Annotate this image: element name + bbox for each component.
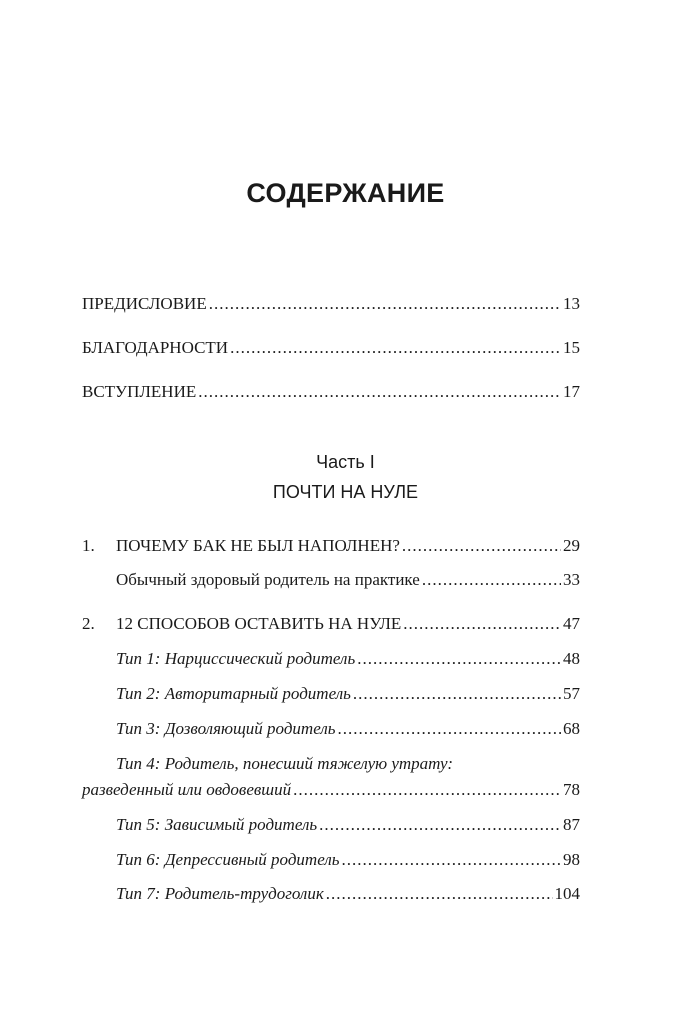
part-title: ПОЧТИ НА НУЛЕ (272, 482, 419, 502)
toc-leader-dots (341, 850, 561, 870)
toc-page-number: 57 (563, 684, 580, 703)
toc-chapter-1 (82, 536, 580, 558)
toc-page-number: 13 (563, 294, 580, 313)
toc-subentry (116, 815, 580, 837)
toc-subentry (82, 780, 580, 802)
toc-entry-label: Обычный здоровый родитель на практике (116, 570, 420, 589)
toc-page-number: 68 (563, 719, 580, 738)
toc-leader-dots (319, 815, 561, 835)
toc-entry-label: 12 СПОСОБОВ ОСТАВИТЬ НА НУЛЕ (116, 614, 402, 633)
toc-page-number: 29 (563, 536, 580, 555)
toc-page-number: 17 (563, 382, 580, 401)
toc-leader-dots (230, 338, 561, 358)
toc-leader-dots (422, 570, 561, 590)
toc-entry-preface (82, 294, 580, 316)
toc-entry-label: Тип 2: Авторитарный родитель (116, 684, 351, 703)
part-label: Часть I (316, 452, 375, 472)
toc-page-number: 78 (563, 780, 580, 799)
toc-entry-label: Тип 6: Депрессивный родитель (116, 850, 340, 869)
toc-entry-label: разведенный или овдовевший (82, 780, 292, 799)
toc-leader-dots (293, 780, 561, 800)
toc-chapter-2 (82, 614, 580, 636)
toc-entry-label: ПОЧЕМУ БАК НЕ БЫЛ НАПОЛНЕН? (116, 536, 400, 555)
toc-subentry (116, 649, 580, 671)
toc-entry-label: Тип 7: Родитель-трудоголик (116, 884, 324, 903)
toc-page-number: 33 (563, 570, 580, 589)
toc-entry-label: ПРЕДИСЛОВИЕ (82, 294, 207, 313)
toc-subentry (116, 570, 580, 592)
toc-page-number: 104 (554, 884, 580, 903)
toc-entry-label: БЛАГОДАРНОСТИ (82, 338, 229, 357)
page-title: СОДЕРЖАНИЕ (246, 178, 445, 208)
toc-leader-dots (357, 649, 561, 669)
toc-page-number: 87 (563, 815, 580, 834)
toc-leader-dots (402, 536, 561, 556)
toc-subentry (116, 850, 580, 872)
toc-entry-introduction (82, 382, 580, 404)
toc-entry-label: Тип 5: Зависимый родитель (116, 815, 318, 834)
toc-entry-label: Тип 1: Нарциссический родитель (116, 649, 356, 668)
toc-leader-dots (198, 382, 561, 402)
toc-page-number: 47 (563, 614, 580, 633)
toc-page-number: 15 (563, 338, 580, 357)
toc-leader-dots (353, 684, 561, 704)
toc-entry-label: ВСТУПЛЕНИЕ (82, 382, 197, 401)
toc-leader-dots (209, 294, 561, 314)
toc-page-number: 48 (563, 649, 580, 668)
toc-entry-acknowledgements (82, 338, 580, 360)
toc-entry-label: Тип 3: Дозволяющий родитель (116, 719, 336, 738)
toc-subentry (116, 884, 580, 906)
toc-page-number: 98 (563, 850, 580, 869)
toc-chapter-number: 2. (82, 614, 95, 633)
toc-subentry-line1: Тип 4: Родитель, понесший тяжелую утрату: (116, 754, 454, 773)
toc-subentry (116, 684, 580, 706)
toc-subentry (116, 719, 580, 741)
toc-leader-dots (403, 614, 561, 634)
toc-leader-dots (326, 884, 553, 904)
toc-chapter-number: 1. (82, 536, 95, 555)
toc-leader-dots (337, 719, 561, 739)
